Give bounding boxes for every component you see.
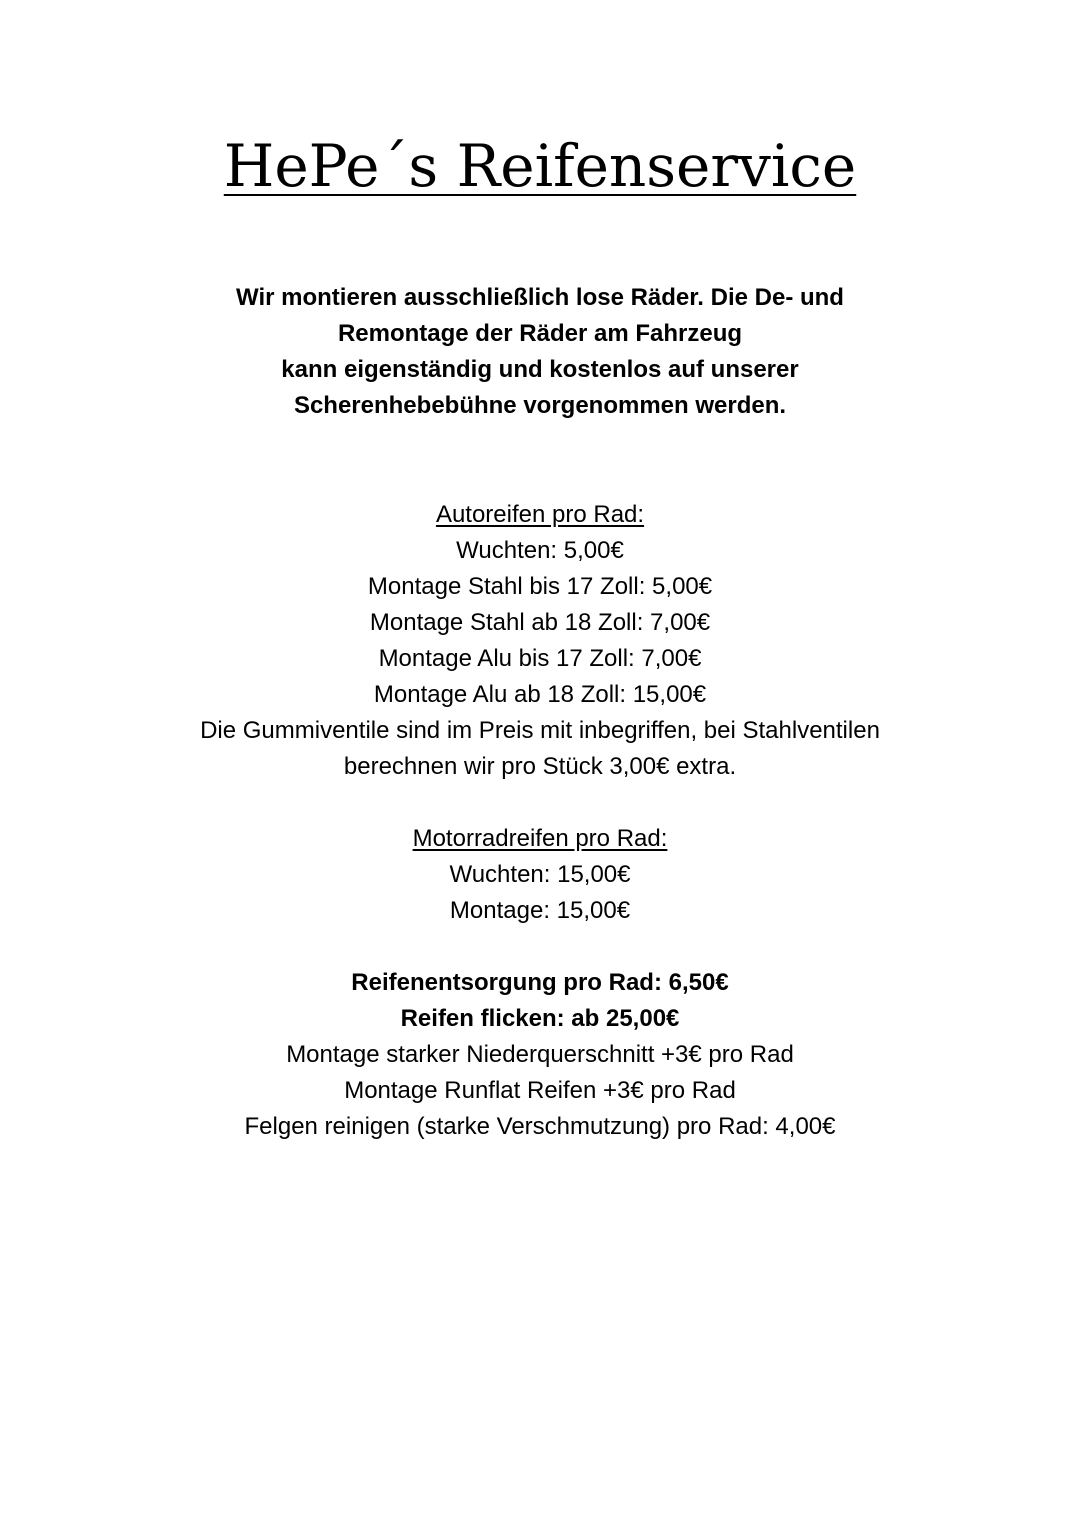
price-item: Wuchten: 5,00€: [456, 537, 624, 564]
valve-note: berechnen wir pro Stück 3,00€ extra.: [343, 753, 737, 780]
price-item: Felgen reinigen (starke Verschmutzung) pro Rad: 4,00€: [244, 1113, 836, 1140]
motorcycle-tire-heading: Motorradreifen pro Rad:: [412, 825, 668, 852]
intro-line: Scherenhebebühne vorgenommen werden.: [293, 392, 787, 419]
motorcycle-tire-section: [0, 821, 1080, 929]
intro-line: Remontage der Räder am Fahrzeug: [337, 320, 743, 347]
price-item: Montage Runflat Reifen +3€ pro Rad: [344, 1077, 736, 1104]
price-item: Wuchten: 15,00€: [449, 861, 631, 888]
price-item: Montage Stahl ab 18 Zoll: 7,00€: [369, 609, 711, 636]
price-item: Montage Stahl bis 17 Zoll: 5,00€: [367, 573, 713, 600]
valve-note: Die Gummiventile sind im Preis mit inbegriffen, bei Stahlventilen: [200, 717, 880, 744]
repair-price: Reifen flicken: ab 25,00€: [400, 1005, 680, 1032]
car-tire-heading: Autoreifen pro Rad:: [435, 501, 645, 528]
car-tire-section: [0, 497, 1080, 785]
price-item: Montage Alu bis 17 Zoll: 7,00€: [378, 645, 702, 672]
extras-section: [0, 965, 1080, 1145]
price-item: Montage Alu ab 18 Zoll: 15,00€: [373, 681, 707, 708]
page-title: HePe´s Reifenservice: [223, 132, 857, 200]
disposal-price: Reifenentsorgung pro Rad: 6,50€: [351, 969, 729, 996]
intro-line: Wir montieren ausschließlich lose Räder. Die De- und: [236, 284, 844, 311]
price-item: Montage starker Niederquerschnitt +3€ pro Rad: [286, 1041, 794, 1068]
intro-line: kann eigenständig und kostenlos auf unserer: [281, 356, 799, 383]
price-item: Montage: 15,00€: [449, 897, 631, 924]
intro-paragraph: [0, 280, 1080, 424]
